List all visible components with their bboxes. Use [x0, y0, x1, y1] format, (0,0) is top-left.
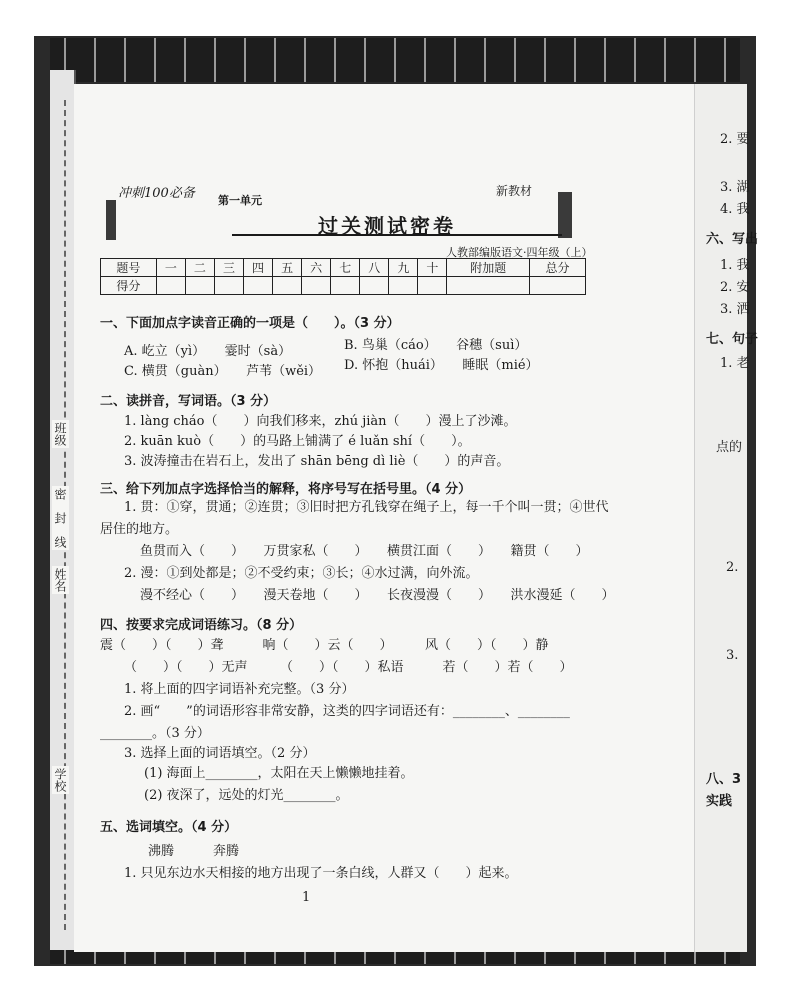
- question-4-2-cont: ________。（3 分）: [100, 726, 210, 741]
- score-cell[interactable]: [214, 277, 243, 295]
- school-label: 学校: [53, 768, 67, 792]
- right-page-line: 3.: [726, 648, 739, 663]
- table-cell: 二: [185, 259, 214, 277]
- score-cell[interactable]: [331, 277, 360, 295]
- question-4-1: 1. 将上面的四字词语补充完整。（3 分）: [124, 682, 355, 697]
- score-cell[interactable]: [360, 277, 389, 295]
- score-cell[interactable]: [273, 277, 302, 295]
- seal-line-label: 密 封 线: [53, 488, 67, 548]
- question-4-2: 2. 画“ ”的词语形容非常安静，这类的四字词语还有：________、________: [124, 704, 570, 719]
- score-cell[interactable]: [389, 277, 418, 295]
- right-page-line: 六、写出: [706, 232, 759, 247]
- right-page-line: 1. 我: [720, 258, 750, 273]
- question-3-1-definition: 1. 贯：①穿，贯通；②连贯；③旧时把方孔钱穿在绳子上，每一千个叫一贯；④世代: [124, 500, 609, 515]
- section-1-title: 一、下面加点字读音正确的一项是（ ）。（3 分）: [100, 316, 400, 331]
- right-page-line: 2.: [726, 560, 739, 575]
- question-4-3: 3. 选择上面的词语填空。（2 分）: [124, 746, 316, 761]
- question-2-3: 3. 波涛撞击在岩石上，发出了 shān bēng dì liè（ ）的声音。: [124, 454, 510, 469]
- right-page-line: 4. 我: [720, 202, 750, 217]
- right-page-line: 八、3: [706, 772, 742, 787]
- table-cell: 附加题: [447, 259, 530, 277]
- question-3-1-definition-cont: 居住的地方。: [100, 522, 179, 537]
- score-table: [100, 258, 586, 295]
- section-5-title: 五、选词填空。（4 分）: [100, 820, 238, 835]
- table-cell: 三: [214, 259, 243, 277]
- table-cell: 六: [302, 259, 331, 277]
- question-4-row-2: （ ）（ ）无声 （ ）（ ）私语 若（ ）若（ ）: [124, 660, 573, 675]
- table-cell: 八: [360, 259, 389, 277]
- table-cell: 十: [418, 259, 447, 277]
- table-cell: 得分: [101, 277, 157, 295]
- score-cell[interactable]: [185, 277, 214, 295]
- right-page-line: 2. 安: [720, 280, 750, 295]
- tablecloth-top: [50, 38, 740, 82]
- table-cell: 九: [389, 259, 418, 277]
- right-page-line: 3. 湖: [720, 180, 750, 195]
- table-cell: 五: [273, 259, 302, 277]
- question-option-d: D. 怀抱（huái） 睡眠（mié）: [344, 358, 539, 373]
- score-cell[interactable]: [530, 277, 586, 295]
- new-textbook-tag: 新教材: [496, 184, 533, 198]
- table-cell: 四: [244, 259, 273, 277]
- score-cell[interactable]: [447, 277, 530, 295]
- score-cell[interactable]: [302, 277, 331, 295]
- right-page-line: 实践: [706, 794, 733, 809]
- table-cell: 总分: [530, 259, 586, 277]
- score-table-score-row: [101, 277, 586, 295]
- question-3-2-definition: 2. 漫：①到处都是；②不受约束；③长；④水过满，向外流。: [124, 566, 479, 581]
- question-4-3-1: (1) 海面上________，太阳在天上懒懒地挂着。: [144, 766, 414, 781]
- name-label: 姓名: [53, 568, 67, 592]
- score-table-header-row: [101, 259, 586, 277]
- edition-label: 人教部编版语文·四年级（上）: [446, 246, 593, 259]
- question-4-3-2: (2) 夜深了，远处的灯光________。: [144, 788, 349, 803]
- question-3-1-items: 鱼贯而入（ ） 万贯家私（ ） 横贯江面（ ） 籍贯（ ）: [140, 544, 589, 559]
- right-page-line: 3. 洒: [720, 302, 750, 317]
- table-cell: 七: [331, 259, 360, 277]
- right-page-line: 1. 老: [720, 356, 750, 371]
- question-5-1: 1. 只见东边水天相接的地方出现了一条白线，人群又（ ）起来。: [124, 866, 518, 881]
- unit-badge: 第一单元: [218, 194, 262, 207]
- right-page-line: 2. 要: [720, 132, 750, 147]
- table-cell: 题号: [101, 259, 157, 277]
- question-3-2-items: 漫不经心（ ） 漫天卷地（ ） 长夜漫漫（ ） 洪水漫延（ ）: [140, 588, 615, 603]
- brand-text: 冲刺100必备: [118, 186, 195, 201]
- question-4-row-1: 震（ ）（ ）聋 响（ ）云（ ） 风（ ）（ ）静: [100, 638, 549, 653]
- page-number: 1: [302, 890, 311, 905]
- score-cell[interactable]: [418, 277, 447, 295]
- score-cell[interactable]: [156, 277, 185, 295]
- class-label: 班级: [53, 422, 67, 446]
- question-option-a: A. 屹立（yì） 霎时（sà）: [124, 344, 292, 359]
- title-accent-left: [106, 200, 116, 240]
- question-option-b: B. 鸟巢（cáo） 谷穗（suì）: [344, 338, 528, 353]
- word-choices: 沸腾 奔腾: [148, 844, 240, 859]
- right-page-line: 点的: [716, 440, 743, 455]
- question-option-c: C. 横贯（guàn） 芦苇（wěi）: [124, 364, 322, 379]
- question-2-2: 2. kuān kuò（ ）的马路上铺满了 é luǎn shí（ ）。: [124, 434, 471, 449]
- section-4-title: 四、按要求完成词语练习。（8 分）: [100, 618, 303, 633]
- score-cell[interactable]: [244, 277, 273, 295]
- table-cell: 一: [156, 259, 185, 277]
- page-title: 过关测试密卷: [318, 214, 456, 238]
- section-2-title: 二、读拼音，写词语。（3 分）: [100, 394, 277, 409]
- right-page-line: 七、句子: [706, 332, 759, 347]
- section-3-title: 三、给下列加点字选择恰当的解释，将序号写在括号里。（4 分）: [100, 482, 472, 497]
- question-2-1: 1. làng cháo（ ）向我们移来，zhú jiàn（ ）漫上了沙滩。: [124, 414, 517, 429]
